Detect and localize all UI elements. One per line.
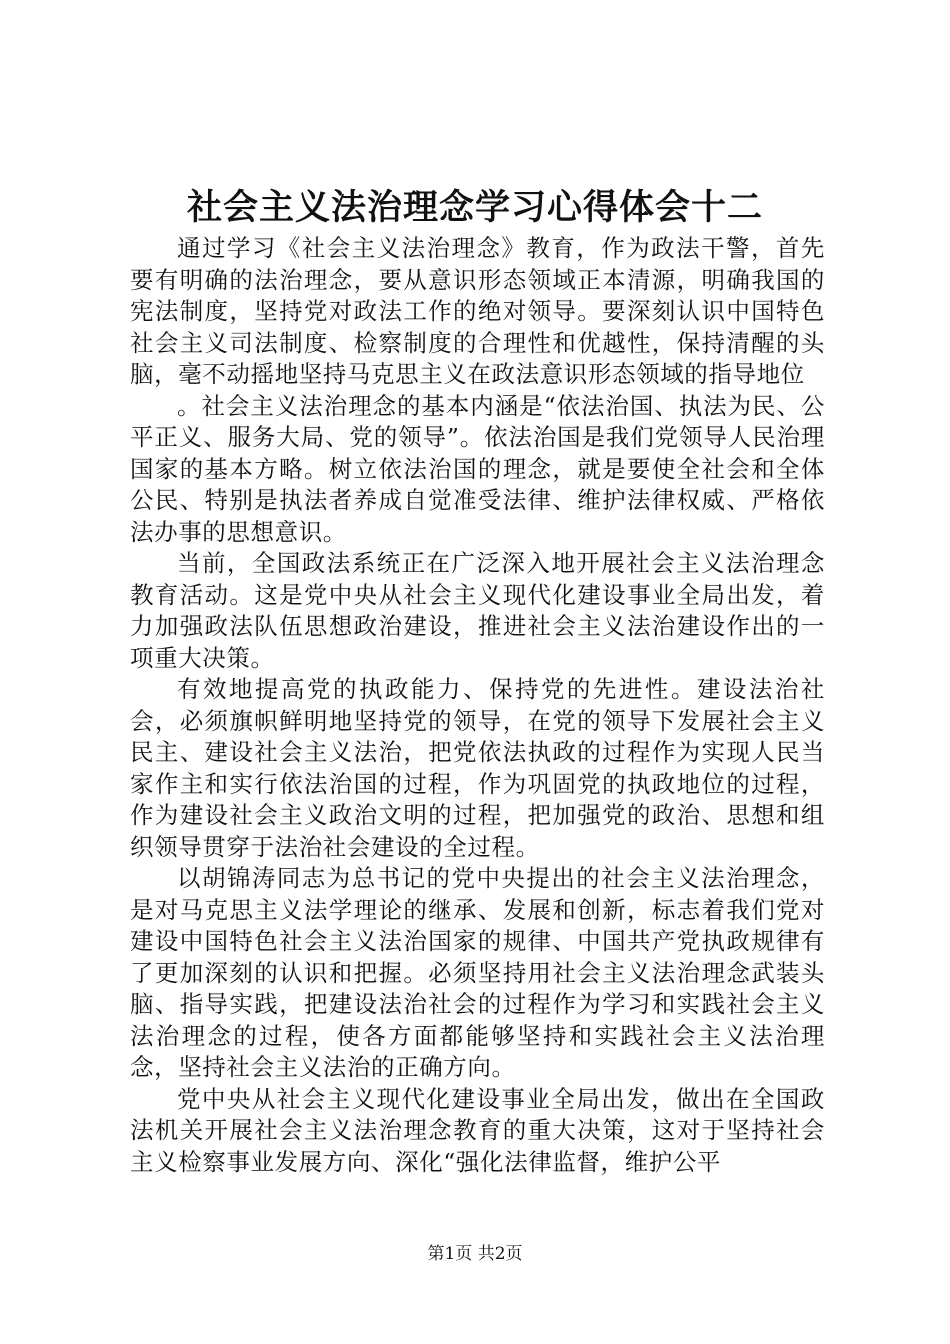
paragraph-1: 通过学习《社会主义法治理念》教育，作为政法干警，首先要有明确的法治理念，要从意识形态领域正本清源，明确我国的宪法制度，坚持党对政法工作的绝对领导。要深刻认识中国特色社会主义司法制度、检察制度的合理性和优越性，保持清醒的头脑，毫不动摇地坚持马克思主义在政法意识形态领域的指导地位 [130,234,825,388]
paragraph-5: 以胡锦涛同志为总书记的党中央提出的社会主义法治理念，是对马克思主义法学理论的继承、发展和创新，标志着我们党对建设中国特色社会主义法治国家的规律、中国共产党执政规律有了更加深刻的认识和把握。必须坚持用社会主义法治理念武装头脑、指导实践，把建设法治社会的过程作为学习和实践社会主义法治理念的过程，使各方面都能够坚持和实践社会主义法治理念，坚持社会主义法治的正确方向。 [130,864,825,1081]
paragraph-3: 当前，全国政法系统正在广泛深入地开展社会主义法治理念教育活动。这是党中央从社会主义现代化建设事业全局出发，着力加强政法队伍思想政治建设，推进社会主义法治建设作出的一项重大决策。 [130,549,825,672]
document-body [130,233,825,1178]
document-title: 社会主义法治理念学习心得体会十二 [186,187,763,228]
paragraph-4: 有效地提高党的执政能力、保持党的先进性。建设法治社会，必须旗帜鲜明地坚持党的领导，在党的领导下发展社会主义民主、建设社会主义法治，把党依法执政的过程作为实现人民当家作主和实行依法治国的过程，作为巩固党的执政地位的过程，作为建设社会主义政治文明的过程，把加强党的政治、思想和组织领导贯穿于法治社会建设的全过程。 [130,675,825,861]
page-footer: 第1页 共2页 [427,1244,523,1264]
paragraph-6: 党中央从社会主义现代化建设事业全局出发，做出在全国政法机关开展社会主义法治理念教育的重大决策，这对于坚持社会主义检察事业发展方向、深化“强化法律监督，维护公平 [130,1084,825,1176]
paragraph-2: 。社会主义法治理念的基本内涵是“依法治国、执法为民、公平正义、服务大局、党的领导”。依法治国是我们党领导人民治理国家的基本方略。树立依法治国的理念，就是要使全社会和全体公民、特别是执法者养成自觉准受法律、维护法律权威、严格依法办事的思想意识。 [130,391,825,546]
